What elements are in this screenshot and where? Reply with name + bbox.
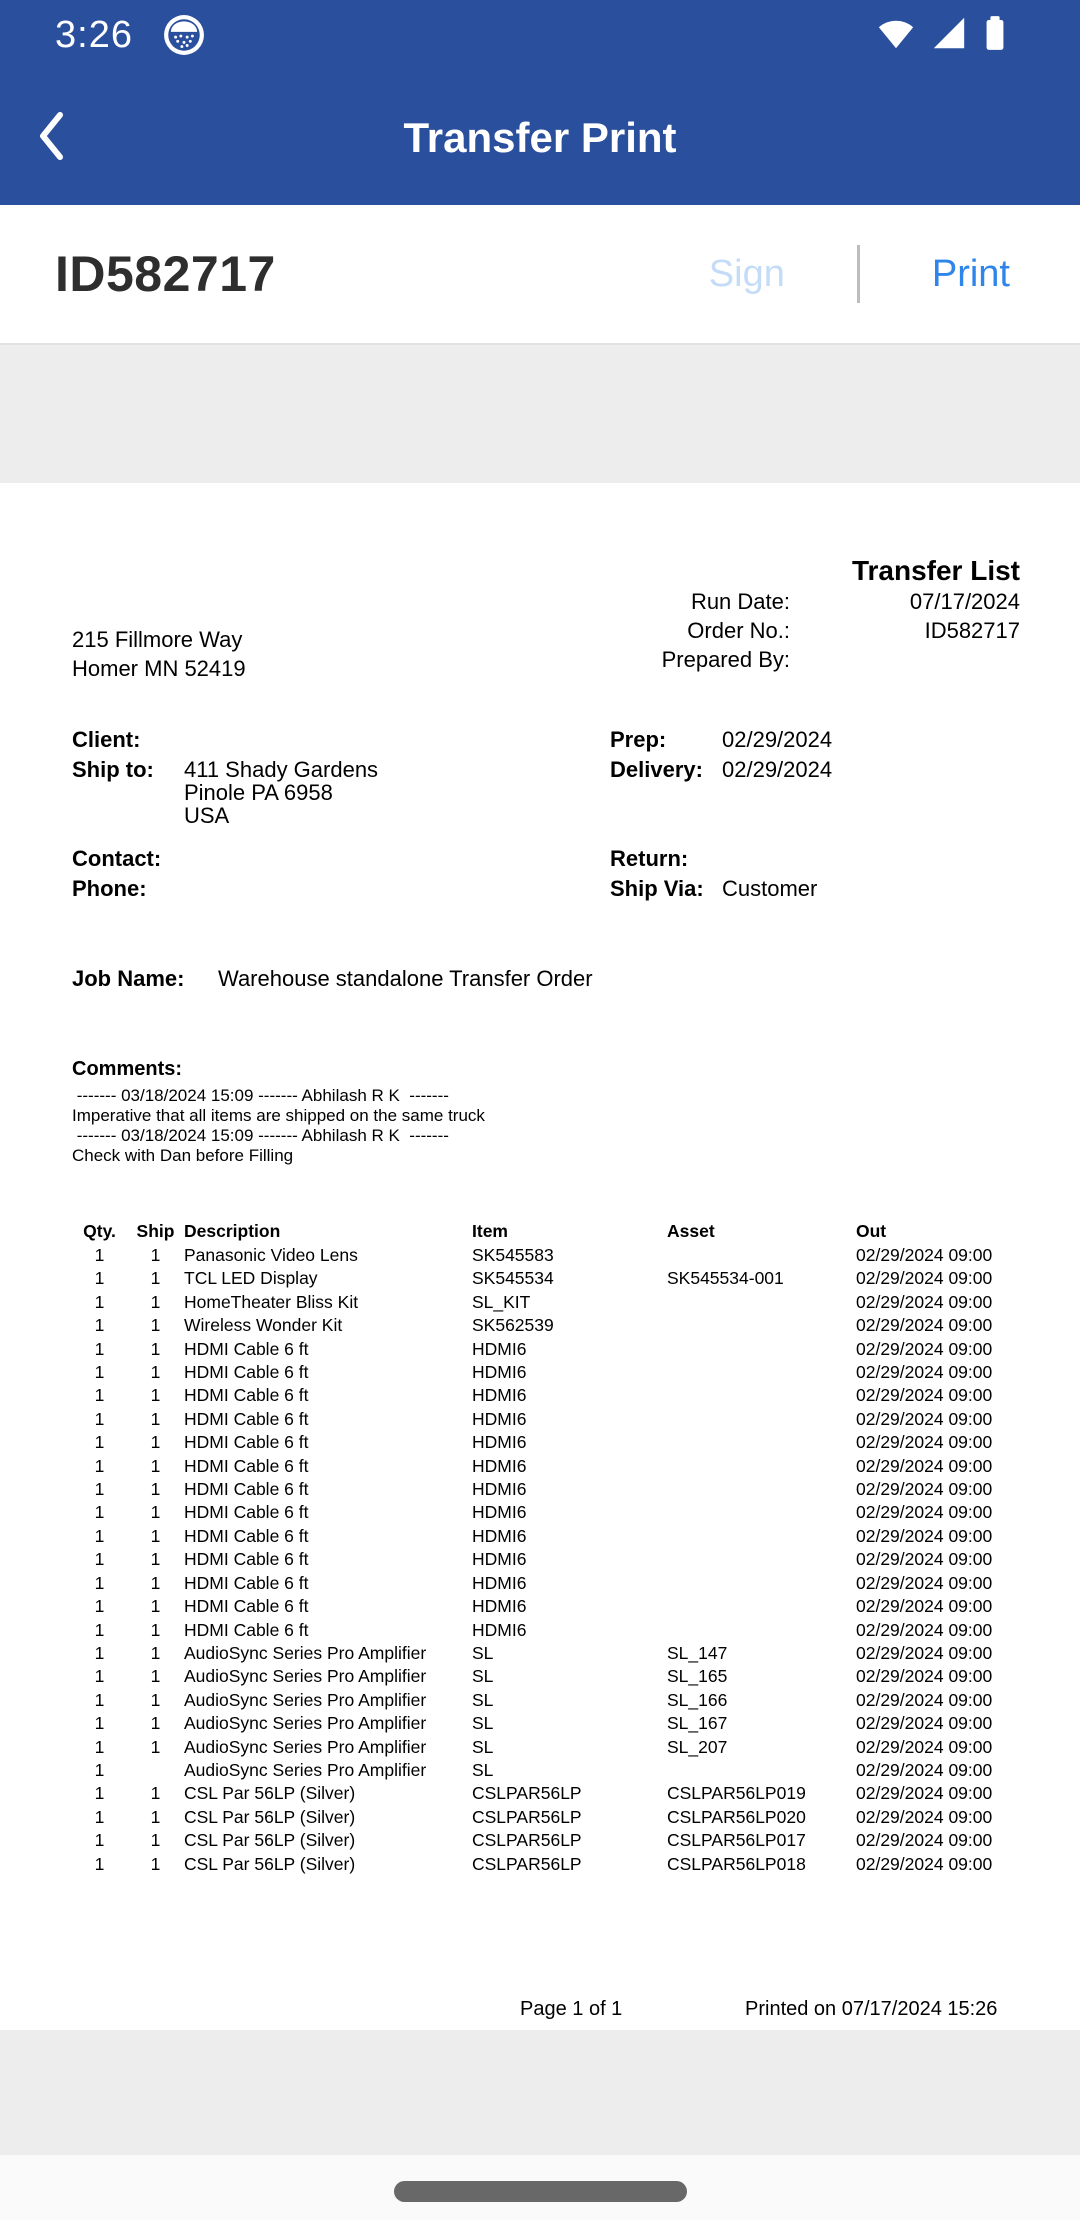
table-cell — [667, 1384, 856, 1407]
table-cell: 1 — [94, 1245, 105, 1265]
home-indicator[interactable] — [394, 2181, 687, 2202]
col-header-asset: Asset — [667, 1221, 715, 1241]
table-cell: 1 — [94, 1596, 105, 1617]
table-row — [72, 1291, 1020, 1314]
table-cell: 1 — [94, 1713, 105, 1734]
printed-timestamp: Printed on 07/17/2024 15:26 — [745, 1998, 998, 2020]
table-cell — [667, 1478, 856, 1501]
table-row — [72, 1712, 1020, 1735]
table-cell: 1 — [94, 1689, 105, 1710]
table-cell: HDMI6 — [472, 1502, 527, 1523]
table-cell: HDMI Cable 6 ft — [184, 1479, 309, 1500]
table-row — [72, 1408, 1020, 1431]
contact-row — [72, 847, 610, 870]
table-row — [72, 1642, 1020, 1665]
document-meta — [662, 555, 1020, 683]
table-cell: 1 — [150, 1642, 161, 1663]
table-cell: HDMI6 — [472, 1525, 527, 1546]
preview-background-bottom — [0, 2030, 1080, 2155]
table-cell: 02/29/2024 09:00 — [856, 1572, 993, 1593]
table-cell — [667, 1501, 856, 1524]
table-cell: CSL Par 56LP (Silver) — [184, 1853, 356, 1874]
items-table-body — [72, 1244, 1020, 1876]
table-cell: TCL LED Display — [184, 1268, 318, 1289]
preview-background-top — [0, 343, 1080, 483]
client-label: Client: — [72, 727, 141, 752]
table-cell: 1 — [94, 1315, 105, 1336]
meta-label: Prepared By: — [661, 647, 790, 672]
meta-label: Order No.: — [687, 618, 790, 643]
table-cell: 1 — [150, 1291, 161, 1312]
table-cell: 1 — [94, 1268, 105, 1289]
table-row — [72, 1525, 1020, 1548]
delivery-row — [610, 758, 1020, 781]
table-row — [72, 1806, 1020, 1829]
table-cell: 02/29/2024 09:00 — [856, 1408, 993, 1429]
table-cell: 1 — [94, 1759, 105, 1780]
table-cell — [667, 1408, 856, 1431]
table-cell: HDMI Cable 6 ft — [184, 1362, 309, 1383]
table-cell: 1 — [94, 1338, 105, 1359]
col-header-item: Item — [472, 1221, 508, 1241]
table-cell: SL — [472, 1736, 494, 1757]
table-cell — [667, 1244, 856, 1267]
ship-via-row — [610, 877, 1020, 900]
sign-button[interactable]: Sign — [708, 252, 785, 295]
table-cell: 02/29/2024 09:00 — [856, 1642, 993, 1663]
table-row — [72, 1455, 1020, 1478]
col-header-qty: Qty. — [83, 1221, 116, 1241]
table-cell: AudioSync Series Pro Amplifier — [184, 1666, 427, 1687]
meta-row — [662, 645, 1020, 674]
table-cell: SL_165 — [667, 1666, 728, 1687]
table-cell: 02/29/2024 09:00 — [856, 1549, 993, 1570]
table-row — [72, 1338, 1020, 1361]
status-icons — [876, 10, 1008, 61]
table-cell: SL — [472, 1759, 494, 1780]
table-cell: HDMI6 — [472, 1408, 527, 1429]
table-row — [72, 1267, 1020, 1290]
contact-value — [184, 847, 610, 870]
table-cell: 02/29/2024 09:00 — [856, 1432, 993, 1453]
table-cell — [667, 1548, 856, 1571]
table-cell: AudioSync Series Pro Amplifier — [184, 1642, 427, 1663]
table-cell: 02/29/2024 09:00 — [856, 1479, 993, 1500]
status-time: 3:26 — [55, 13, 133, 56]
table-cell: HDMI6 — [472, 1338, 527, 1359]
table-cell — [667, 1572, 856, 1595]
job-name-label: Job Name: — [72, 966, 185, 991]
table-cell — [667, 1361, 856, 1384]
meta-label: Run Date: — [690, 589, 790, 614]
app-bar — [0, 70, 1080, 205]
table-cell — [667, 1525, 856, 1548]
table-cell: HDMI6 — [472, 1362, 527, 1383]
status-bar — [0, 0, 1080, 70]
table-cell: HomeTheater Bliss Kit — [184, 1291, 359, 1312]
table-cell: 02/29/2024 09:00 — [856, 1736, 993, 1757]
table-cell: 02/29/2024 09:00 — [856, 1385, 993, 1406]
back-arrow-icon — [38, 111, 64, 164]
table-cell: 1 — [94, 1642, 105, 1663]
delivery-value: 02/29/2024 — [722, 757, 833, 782]
table-cell: HDMI Cable 6 ft — [184, 1338, 309, 1359]
table-header-row — [72, 1218, 1020, 1244]
table-cell: 1 — [150, 1596, 161, 1617]
table-row — [72, 1665, 1020, 1688]
phone-label: Phone: — [72, 876, 147, 901]
table-row — [72, 1384, 1020, 1407]
table-cell: 1 — [150, 1783, 161, 1804]
table-row — [72, 1501, 1020, 1524]
table-cell: 02/29/2024 09:00 — [856, 1315, 993, 1336]
table-row — [72, 1619, 1020, 1642]
phone-value — [184, 877, 610, 900]
table-cell: Wireless Wonder Kit — [184, 1315, 343, 1336]
table-cell: 1 — [150, 1853, 161, 1874]
table-cell: 1 — [94, 1502, 105, 1523]
table-cell: 1 — [94, 1525, 105, 1546]
return-value — [722, 847, 1020, 870]
page-number: Page 1 of 1 — [520, 1998, 623, 2020]
col-header-ship: Ship — [136, 1221, 175, 1241]
ship-via-label: Ship Via: — [610, 876, 704, 901]
table-cell: 1 — [150, 1408, 161, 1429]
table-cell: HDMI Cable 6 ft — [184, 1408, 309, 1429]
table-cell: 1 — [150, 1619, 161, 1640]
table-cell — [667, 1619, 856, 1642]
table-cell: 1 — [94, 1549, 105, 1570]
table-cell: HDMI Cable 6 ft — [184, 1619, 309, 1640]
table-cell: HDMI Cable 6 ft — [184, 1596, 309, 1617]
table-cell: SK545583 — [472, 1245, 554, 1265]
table-cell: SK545534-001 — [667, 1268, 784, 1289]
print-button[interactable]: Print — [931, 252, 1010, 295]
table-cell: HDMI6 — [472, 1479, 527, 1500]
table-row — [72, 1689, 1020, 1712]
client-shipping-block — [72, 728, 1020, 834]
table-cell: 1 — [150, 1572, 161, 1593]
table-cell — [667, 1431, 856, 1454]
comment-line: ------- 03/18/2024 15:09 ------- Abhilash R K ------- — [72, 1086, 454, 1105]
col-header-description: Description — [184, 1221, 281, 1241]
table-cell — [667, 1455, 856, 1478]
table-row — [72, 1853, 1020, 1876]
table-cell: 1 — [150, 1455, 161, 1476]
ship-to-line: 411 Shady Gardens — [184, 757, 379, 782]
table-cell: SK562539 — [472, 1315, 554, 1336]
table-cell — [667, 1595, 856, 1618]
prep-row — [610, 728, 1020, 751]
table-cell: CSLPAR56LP017 — [667, 1830, 806, 1851]
comments-label: Comments: — [72, 1058, 183, 1080]
return-label: Return: — [610, 846, 689, 871]
table-cell: CSLPAR56LP — [472, 1783, 582, 1804]
table-cell: SL_167 — [667, 1713, 728, 1734]
table-cell: 1 — [150, 1830, 161, 1851]
job-name-value: Warehouse standalone Transfer Order — [218, 966, 593, 991]
table-cell: 1 — [94, 1291, 105, 1312]
table-cell: HDMI6 — [472, 1455, 527, 1476]
table-cell: 02/29/2024 09:00 — [856, 1362, 993, 1383]
table-cell: 1 — [150, 1689, 161, 1710]
table-cell: SL_147 — [667, 1642, 728, 1663]
table-cell: HDMI Cable 6 ft — [184, 1385, 309, 1406]
table-cell: SL — [472, 1642, 494, 1663]
table-cell: AudioSync Series Pro Amplifier — [184, 1736, 427, 1757]
document-preview-page[interactable] — [0, 483, 1080, 2030]
cellular-signal-icon — [930, 15, 968, 56]
ship-to-label: Ship to: — [72, 757, 154, 782]
table-cell: HDMI Cable 6 ft — [184, 1502, 309, 1523]
back-button[interactable] — [38, 70, 108, 205]
battery-icon — [982, 10, 1008, 61]
table-cell: 02/29/2024 09:00 — [856, 1619, 993, 1640]
table-cell: 02/29/2024 09:00 — [856, 1783, 993, 1804]
table-cell: 1 — [94, 1572, 105, 1593]
table-cell: 02/29/2024 09:00 — [856, 1291, 993, 1312]
table-cell: 1 — [150, 1736, 161, 1757]
address-line: 215 Fillmore Way — [72, 627, 243, 652]
table-cell: HDMI Cable 6 ft — [184, 1432, 309, 1453]
phone-row — [72, 877, 610, 900]
meta-row — [662, 616, 1020, 645]
table-row — [72, 1829, 1020, 1852]
table-row — [72, 1431, 1020, 1454]
table-cell: 1 — [94, 1666, 105, 1687]
table-cell: CSLPAR56LP — [472, 1853, 582, 1874]
table-cell: 1 — [94, 1830, 105, 1851]
table-cell: 1 — [150, 1502, 161, 1523]
table-cell: 02/29/2024 09:00 — [856, 1245, 993, 1265]
table-cell: HDMI6 — [472, 1619, 527, 1640]
table-cell: 02/29/2024 09:00 — [856, 1806, 993, 1827]
table-cell — [127, 1759, 184, 1782]
notification-icon — [163, 14, 205, 56]
table-cell: AudioSync Series Pro Amplifier — [184, 1689, 427, 1710]
address-line: Homer MN 52419 — [72, 656, 246, 681]
table-cell: SL_207 — [667, 1736, 728, 1757]
table-cell: AudioSync Series Pro Amplifier — [184, 1713, 427, 1734]
table-cell: 1 — [94, 1385, 105, 1406]
order-id-label: ID582717 — [55, 246, 276, 302]
ship-to-address — [184, 758, 610, 827]
table-row — [72, 1572, 1020, 1595]
table-cell — [667, 1291, 856, 1314]
table-cell: HDMI6 — [472, 1432, 527, 1453]
col-header-out: Out — [856, 1221, 887, 1241]
ship-to-line: USA — [184, 803, 230, 828]
company-address — [72, 625, 246, 683]
table-row — [72, 1736, 1020, 1759]
table-cell: SK545534 — [472, 1268, 554, 1289]
table-cell: HDMI Cable 6 ft — [184, 1572, 309, 1593]
prep-label: Prep: — [610, 727, 667, 752]
items-table — [72, 1218, 1020, 1876]
table-cell: 02/29/2024 09:00 — [856, 1713, 993, 1734]
table-cell: 02/29/2024 09:00 — [856, 1268, 993, 1289]
comments-block — [72, 1058, 1020, 1166]
table-cell: 02/29/2024 09:00 — [856, 1759, 993, 1780]
table-cell: 1 — [150, 1549, 161, 1570]
comment-line: ------- 03/18/2024 15:09 ------- Abhilash R K ------- — [72, 1126, 454, 1145]
table-cell: 1 — [94, 1408, 105, 1429]
table-cell: 02/29/2024 09:00 — [856, 1596, 993, 1617]
meta-value — [790, 645, 1020, 674]
table-cell: 02/29/2024 09:00 — [856, 1455, 993, 1476]
table-cell: CSLPAR56LP020 — [667, 1806, 806, 1827]
ship-to-row — [72, 758, 610, 827]
table-cell: 1 — [150, 1713, 161, 1734]
table-cell: 02/29/2024 09:00 — [856, 1666, 993, 1687]
meta-value: 07/17/2024 — [909, 589, 1020, 614]
meta-value: ID582717 — [924, 618, 1020, 643]
table-cell: HDMI6 — [472, 1549, 527, 1570]
table-cell: HDMI Cable 6 ft — [184, 1549, 309, 1570]
table-row — [72, 1595, 1020, 1618]
table-cell — [667, 1314, 856, 1337]
meta-row — [662, 587, 1020, 616]
comment-line: Imperative that all items are shipped on the same truck — [72, 1106, 485, 1125]
table-cell: 1 — [94, 1362, 105, 1383]
page-footer — [0, 1998, 1080, 2022]
table-cell: 1 — [150, 1362, 161, 1383]
table-cell: Panasonic Video Lens — [184, 1245, 358, 1265]
table-cell: 02/29/2024 09:00 — [856, 1525, 993, 1546]
table-cell: 1 — [150, 1385, 161, 1406]
table-cell: 02/29/2024 09:00 — [856, 1689, 993, 1710]
table-cell: SL_KIT — [472, 1291, 531, 1312]
table-cell: CSLPAR56LP019 — [667, 1783, 806, 1804]
table-cell: 1 — [94, 1783, 105, 1804]
table-cell: CSLPAR56LP — [472, 1830, 582, 1851]
table-cell: CSL Par 56LP (Silver) — [184, 1806, 356, 1827]
table-row — [72, 1759, 1020, 1782]
wifi-icon — [876, 15, 916, 56]
toolbar-divider — [857, 245, 860, 303]
table-row — [72, 1548, 1020, 1571]
table-cell: 1 — [150, 1432, 161, 1453]
job-name-block — [72, 967, 593, 991]
table-cell: 1 — [150, 1245, 161, 1265]
table-cell: SL — [472, 1689, 494, 1710]
ship-via-value: Customer — [722, 876, 818, 901]
table-cell: 1 — [150, 1806, 161, 1827]
table-cell: SL — [472, 1713, 494, 1734]
client-value — [184, 728, 610, 751]
prep-value: 02/29/2024 — [722, 727, 833, 752]
table-cell: 02/29/2024 09:00 — [856, 1853, 993, 1874]
table-cell: 1 — [94, 1806, 105, 1827]
table-cell: 1 — [94, 1479, 105, 1500]
document-title: Transfer List — [851, 555, 1020, 586]
table-cell — [667, 1759, 856, 1782]
table-cell: SL — [472, 1666, 494, 1687]
table-cell: 1 — [150, 1338, 161, 1359]
table-cell: 1 — [94, 1619, 105, 1640]
table-cell: 1 — [94, 1455, 105, 1476]
table-cell: 1 — [94, 1432, 105, 1453]
document-toolbar — [0, 205, 1080, 343]
table-cell: 1 — [150, 1479, 161, 1500]
table-cell: 1 — [150, 1268, 161, 1289]
contact-label: Contact: — [72, 846, 162, 871]
document-header — [72, 555, 1020, 683]
table-cell — [667, 1338, 856, 1361]
table-cell: HDMI6 — [472, 1596, 527, 1617]
table-cell: HDMI Cable 6 ft — [184, 1455, 309, 1476]
table-cell: 1 — [150, 1525, 161, 1546]
ship-to-line: Pinole PA 6958 — [184, 780, 333, 805]
client-row — [72, 728, 610, 751]
table-cell: CSL Par 56LP (Silver) — [184, 1783, 356, 1804]
table-cell: 1 — [150, 1315, 161, 1336]
system-navigation-bar — [0, 2155, 1080, 2220]
table-cell: CSLPAR56LP018 — [667, 1853, 806, 1874]
table-row — [72, 1314, 1020, 1337]
table-cell: SL_166 — [667, 1689, 728, 1710]
table-cell: 02/29/2024 09:00 — [856, 1502, 993, 1523]
table-cell: HDMI Cable 6 ft — [184, 1525, 309, 1546]
return-row — [610, 847, 1020, 870]
comment-line: Check with Dan before Filling — [72, 1146, 294, 1165]
table-cell: AudioSync Series Pro Amplifier — [184, 1759, 427, 1780]
table-cell: 1 — [94, 1853, 105, 1874]
table-cell: CSLPAR56LP — [472, 1806, 582, 1827]
table-cell: HDMI6 — [472, 1385, 527, 1406]
table-row — [72, 1244, 1020, 1267]
table-cell: CSL Par 56LP (Silver) — [184, 1830, 356, 1851]
table-cell: 1 — [94, 1736, 105, 1757]
delivery-label: Delivery: — [610, 757, 703, 782]
table-row — [72, 1478, 1020, 1501]
table-cell: 1 — [150, 1666, 161, 1687]
page-title: Transfer Print — [403, 113, 677, 161]
table-cell: HDMI6 — [472, 1572, 527, 1593]
table-cell: 02/29/2024 09:00 — [856, 1830, 993, 1851]
table-row — [72, 1361, 1020, 1384]
contact-return-block — [72, 847, 1020, 907]
table-row — [72, 1782, 1020, 1805]
table-cell: 02/29/2024 09:00 — [856, 1338, 993, 1359]
